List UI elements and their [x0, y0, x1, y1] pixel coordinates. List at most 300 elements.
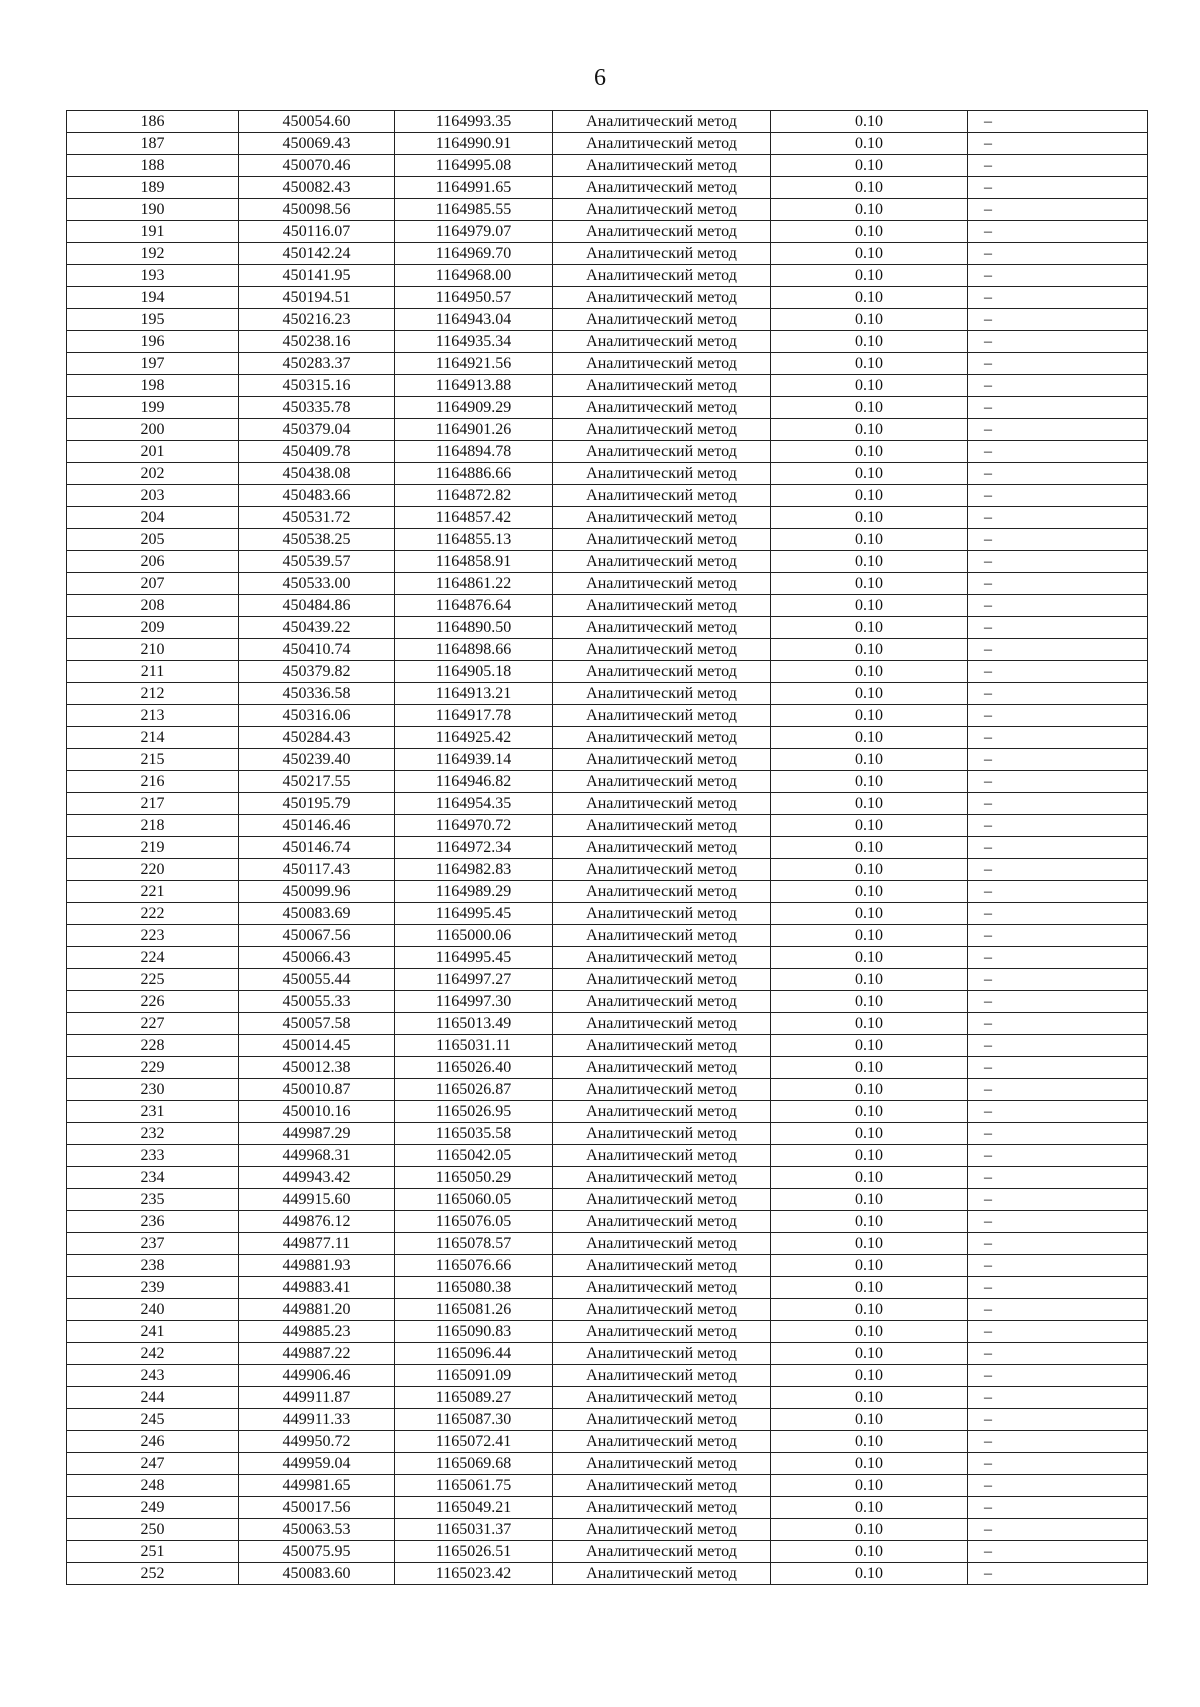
- point-number-cell: 250: [67, 1519, 239, 1541]
- y-coordinate-cell: 1164890.50: [395, 617, 553, 639]
- accuracy-cell: 0.10: [771, 551, 968, 573]
- x-coordinate-cell: 449987.29: [239, 1123, 395, 1145]
- method-cell: Аналитический метод: [553, 771, 771, 793]
- point-number-cell: 210: [67, 639, 239, 661]
- table-row: [67, 199, 1148, 221]
- accuracy-cell: 0.10: [771, 331, 968, 353]
- description-cell: –: [968, 199, 1148, 221]
- y-coordinate-cell: 1164997.27: [395, 969, 553, 991]
- description-cell: –: [968, 793, 1148, 815]
- y-coordinate-cell: 1165081.26: [395, 1299, 553, 1321]
- x-coordinate-cell: 449881.20: [239, 1299, 395, 1321]
- y-coordinate-cell: 1164985.55: [395, 199, 553, 221]
- method-cell: Аналитический метод: [553, 1299, 771, 1321]
- point-number-cell: 214: [67, 727, 239, 749]
- method-cell: Аналитический метод: [553, 639, 771, 661]
- accuracy-cell: 0.10: [771, 111, 968, 133]
- y-coordinate-cell: 1165087.30: [395, 1409, 553, 1431]
- table-row: [67, 1563, 1148, 1585]
- accuracy-cell: 0.10: [771, 1079, 968, 1101]
- table-row: [67, 705, 1148, 727]
- y-coordinate-cell: 1165076.66: [395, 1255, 553, 1277]
- table-row: [67, 1079, 1148, 1101]
- x-coordinate-cell: 449943.42: [239, 1167, 395, 1189]
- accuracy-cell: 0.10: [771, 1101, 968, 1123]
- x-coordinate-cell: 449876.12: [239, 1211, 395, 1233]
- method-cell: Аналитический метод: [553, 661, 771, 683]
- description-cell: –: [968, 1497, 1148, 1519]
- description-cell: –: [968, 837, 1148, 859]
- x-coordinate-cell: 449885.23: [239, 1321, 395, 1343]
- point-number-cell: 187: [67, 133, 239, 155]
- table-row: [67, 1431, 1148, 1453]
- point-number-cell: 202: [67, 463, 239, 485]
- y-coordinate-cell: 1164979.07: [395, 221, 553, 243]
- point-number-cell: 220: [67, 859, 239, 881]
- y-coordinate-cell: 1164995.08: [395, 155, 553, 177]
- y-coordinate-cell: 1165035.58: [395, 1123, 553, 1145]
- x-coordinate-cell: 450098.56: [239, 199, 395, 221]
- y-coordinate-cell: 1164943.04: [395, 309, 553, 331]
- table-row: [67, 1541, 1148, 1563]
- method-cell: Аналитический метод: [553, 1189, 771, 1211]
- x-coordinate-cell: 450017.56: [239, 1497, 395, 1519]
- accuracy-cell: 0.10: [771, 1343, 968, 1365]
- method-cell: Аналитический метод: [553, 1233, 771, 1255]
- description-cell: –: [968, 419, 1148, 441]
- table-row: [67, 1299, 1148, 1321]
- description-cell: –: [968, 1189, 1148, 1211]
- accuracy-cell: 0.10: [771, 1189, 968, 1211]
- method-cell: Аналитический метод: [553, 1343, 771, 1365]
- accuracy-cell: 0.10: [771, 727, 968, 749]
- accuracy-cell: 0.10: [771, 969, 968, 991]
- method-cell: Аналитический метод: [553, 199, 771, 221]
- description-cell: –: [968, 925, 1148, 947]
- method-cell: Аналитический метод: [553, 1277, 771, 1299]
- point-number-cell: 190: [67, 199, 239, 221]
- x-coordinate-cell: 449981.65: [239, 1475, 395, 1497]
- y-coordinate-cell: 1164857.42: [395, 507, 553, 529]
- table-row: [67, 1277, 1148, 1299]
- description-cell: –: [968, 815, 1148, 837]
- method-cell: Аналитический метод: [553, 837, 771, 859]
- x-coordinate-cell: 450057.58: [239, 1013, 395, 1035]
- point-number-cell: 201: [67, 441, 239, 463]
- method-cell: Аналитический метод: [553, 617, 771, 639]
- method-cell: Аналитический метод: [553, 485, 771, 507]
- y-coordinate-cell: 1164898.66: [395, 639, 553, 661]
- description-cell: –: [968, 991, 1148, 1013]
- y-coordinate-cell: 1164901.26: [395, 419, 553, 441]
- point-number-cell: 221: [67, 881, 239, 903]
- accuracy-cell: 0.10: [771, 1167, 968, 1189]
- description-cell: –: [968, 1541, 1148, 1563]
- point-number-cell: 203: [67, 485, 239, 507]
- accuracy-cell: 0.10: [771, 133, 968, 155]
- method-cell: Аналитический метод: [553, 1123, 771, 1145]
- accuracy-cell: 0.10: [771, 815, 968, 837]
- x-coordinate-cell: 450083.69: [239, 903, 395, 925]
- y-coordinate-cell: 1165080.38: [395, 1277, 553, 1299]
- x-coordinate-cell: 450315.16: [239, 375, 395, 397]
- description-cell: –: [968, 1563, 1148, 1585]
- table-row: [67, 1343, 1148, 1365]
- accuracy-cell: 0.10: [771, 1057, 968, 1079]
- y-coordinate-cell: 1165026.87: [395, 1079, 553, 1101]
- point-number-cell: 238: [67, 1255, 239, 1277]
- method-cell: Аналитический метод: [553, 397, 771, 419]
- table-row: [67, 287, 1148, 309]
- accuracy-cell: 0.10: [771, 617, 968, 639]
- x-coordinate-cell: 450142.24: [239, 243, 395, 265]
- table-row: [67, 969, 1148, 991]
- x-coordinate-cell: 450075.95: [239, 1541, 395, 1563]
- accuracy-cell: 0.10: [771, 1211, 968, 1233]
- y-coordinate-cell: 1164982.83: [395, 859, 553, 881]
- table-row: [67, 1453, 1148, 1475]
- accuracy-cell: 0.10: [771, 1409, 968, 1431]
- point-number-cell: 186: [67, 111, 239, 133]
- description-cell: –: [968, 133, 1148, 155]
- accuracy-cell: 0.10: [771, 793, 968, 815]
- accuracy-cell: 0.10: [771, 947, 968, 969]
- point-number-cell: 218: [67, 815, 239, 837]
- y-coordinate-cell: 1164876.64: [395, 595, 553, 617]
- description-cell: –: [968, 1255, 1148, 1277]
- accuracy-cell: 0.10: [771, 1431, 968, 1453]
- y-coordinate-cell: 1164946.82: [395, 771, 553, 793]
- method-cell: Аналитический метод: [553, 441, 771, 463]
- point-number-cell: 245: [67, 1409, 239, 1431]
- table-row: [67, 1167, 1148, 1189]
- x-coordinate-cell: 450083.60: [239, 1563, 395, 1585]
- y-coordinate-cell: 1164855.13: [395, 529, 553, 551]
- method-cell: Аналитический метод: [553, 1145, 771, 1167]
- accuracy-cell: 0.10: [771, 485, 968, 507]
- point-number-cell: 215: [67, 749, 239, 771]
- method-cell: Аналитический метод: [553, 595, 771, 617]
- description-cell: –: [968, 265, 1148, 287]
- point-number-cell: 226: [67, 991, 239, 1013]
- accuracy-cell: 0.10: [771, 309, 968, 331]
- table-row: [67, 1321, 1148, 1343]
- description-cell: –: [968, 441, 1148, 463]
- method-cell: Аналитический метод: [553, 1079, 771, 1101]
- method-cell: Аналитический метод: [553, 859, 771, 881]
- accuracy-cell: 0.10: [771, 529, 968, 551]
- page-number: 6: [594, 65, 606, 91]
- x-coordinate-cell: 450066.43: [239, 947, 395, 969]
- method-cell: Аналитический метод: [553, 1211, 771, 1233]
- x-coordinate-cell: 450010.16: [239, 1101, 395, 1123]
- point-number-cell: 247: [67, 1453, 239, 1475]
- method-cell: Аналитический метод: [553, 1497, 771, 1519]
- y-coordinate-cell: 1164989.29: [395, 881, 553, 903]
- x-coordinate-cell: 450055.33: [239, 991, 395, 1013]
- table-row: [67, 485, 1148, 507]
- y-coordinate-cell: 1164970.72: [395, 815, 553, 837]
- description-cell: –: [968, 309, 1148, 331]
- table-row: [67, 1365, 1148, 1387]
- description-cell: –: [968, 1123, 1148, 1145]
- description-cell: –: [968, 1365, 1148, 1387]
- coordinates-table-body: [67, 111, 1148, 1585]
- accuracy-cell: 0.10: [771, 859, 968, 881]
- y-coordinate-cell: 1164972.34: [395, 837, 553, 859]
- table-row: [67, 155, 1148, 177]
- accuracy-cell: 0.10: [771, 771, 968, 793]
- description-cell: –: [968, 661, 1148, 683]
- description-cell: –: [968, 287, 1148, 309]
- x-coordinate-cell: 450531.72: [239, 507, 395, 529]
- y-coordinate-cell: 1165031.11: [395, 1035, 553, 1057]
- table-row: [67, 815, 1148, 837]
- x-coordinate-cell: 450054.60: [239, 111, 395, 133]
- y-coordinate-cell: 1165061.75: [395, 1475, 553, 1497]
- y-coordinate-cell: 1164909.29: [395, 397, 553, 419]
- accuracy-cell: 0.10: [771, 991, 968, 1013]
- method-cell: Аналитический метод: [553, 177, 771, 199]
- accuracy-cell: 0.10: [771, 881, 968, 903]
- accuracy-cell: 0.10: [771, 265, 968, 287]
- accuracy-cell: 0.10: [771, 925, 968, 947]
- method-cell: Аналитический метод: [553, 265, 771, 287]
- x-coordinate-cell: 450010.87: [239, 1079, 395, 1101]
- point-number-cell: 246: [67, 1431, 239, 1453]
- description-cell: –: [968, 1057, 1148, 1079]
- method-cell: Аналитический метод: [553, 947, 771, 969]
- description-cell: –: [968, 617, 1148, 639]
- x-coordinate-cell: 450538.25: [239, 529, 395, 551]
- table-row: [67, 793, 1148, 815]
- table-row: [67, 749, 1148, 771]
- method-cell: Аналитический метод: [553, 991, 771, 1013]
- description-cell: –: [968, 375, 1148, 397]
- accuracy-cell: 0.10: [771, 837, 968, 859]
- method-cell: Аналитический метод: [553, 969, 771, 991]
- point-number-cell: 222: [67, 903, 239, 925]
- accuracy-cell: 0.10: [771, 639, 968, 661]
- point-number-cell: 198: [67, 375, 239, 397]
- x-coordinate-cell: 450055.44: [239, 969, 395, 991]
- y-coordinate-cell: 1164950.57: [395, 287, 553, 309]
- point-number-cell: 213: [67, 705, 239, 727]
- description-cell: –: [968, 903, 1148, 925]
- table-row: [67, 221, 1148, 243]
- y-coordinate-cell: 1164969.70: [395, 243, 553, 265]
- x-coordinate-cell: 450284.43: [239, 727, 395, 749]
- description-cell: –: [968, 111, 1148, 133]
- x-coordinate-cell: 449911.33: [239, 1409, 395, 1431]
- point-number-cell: 243: [67, 1365, 239, 1387]
- description-cell: –: [968, 1233, 1148, 1255]
- point-number-cell: 248: [67, 1475, 239, 1497]
- y-coordinate-cell: 1165013.49: [395, 1013, 553, 1035]
- method-cell: Аналитический метод: [553, 727, 771, 749]
- table-row: [67, 639, 1148, 661]
- accuracy-cell: 0.10: [771, 463, 968, 485]
- table-row: [67, 1519, 1148, 1541]
- method-cell: Аналитический метод: [553, 287, 771, 309]
- table-row: [67, 529, 1148, 551]
- description-cell: –: [968, 1013, 1148, 1035]
- description-cell: –: [968, 639, 1148, 661]
- description-cell: –: [968, 1519, 1148, 1541]
- accuracy-cell: 0.10: [771, 287, 968, 309]
- method-cell: Аналитический метод: [553, 903, 771, 925]
- method-cell: Аналитический метод: [553, 573, 771, 595]
- x-coordinate-cell: 450379.82: [239, 661, 395, 683]
- table-row: [67, 397, 1148, 419]
- y-coordinate-cell: 1164913.88: [395, 375, 553, 397]
- method-cell: Аналитический метод: [553, 793, 771, 815]
- accuracy-cell: 0.10: [771, 705, 968, 727]
- point-number-cell: 209: [67, 617, 239, 639]
- accuracy-cell: 0.10: [771, 1519, 968, 1541]
- x-coordinate-cell: 450283.37: [239, 353, 395, 375]
- y-coordinate-cell: 1165026.95: [395, 1101, 553, 1123]
- description-cell: –: [968, 595, 1148, 617]
- method-cell: Аналитический метод: [553, 309, 771, 331]
- accuracy-cell: 0.10: [771, 419, 968, 441]
- accuracy-cell: 0.10: [771, 441, 968, 463]
- point-number-cell: 227: [67, 1013, 239, 1035]
- point-number-cell: 251: [67, 1541, 239, 1563]
- accuracy-cell: 0.10: [771, 1233, 968, 1255]
- method-cell: Аналитический метод: [553, 111, 771, 133]
- y-coordinate-cell: 1164921.56: [395, 353, 553, 375]
- accuracy-cell: 0.10: [771, 221, 968, 243]
- accuracy-cell: 0.10: [771, 375, 968, 397]
- point-number-cell: 241: [67, 1321, 239, 1343]
- x-coordinate-cell: 450067.56: [239, 925, 395, 947]
- point-number-cell: 224: [67, 947, 239, 969]
- point-number-cell: 208: [67, 595, 239, 617]
- x-coordinate-cell: 449883.41: [239, 1277, 395, 1299]
- x-coordinate-cell: 449881.93: [239, 1255, 395, 1277]
- point-number-cell: 192: [67, 243, 239, 265]
- table-row: [67, 1123, 1148, 1145]
- x-coordinate-cell: 450216.23: [239, 309, 395, 331]
- x-coordinate-cell: 450239.40: [239, 749, 395, 771]
- point-number-cell: 230: [67, 1079, 239, 1101]
- y-coordinate-cell: 1165078.57: [395, 1233, 553, 1255]
- table-row: [67, 991, 1148, 1013]
- accuracy-cell: 0.10: [771, 595, 968, 617]
- point-number-cell: 212: [67, 683, 239, 705]
- point-number-cell: 195: [67, 309, 239, 331]
- accuracy-cell: 0.10: [771, 1563, 968, 1585]
- method-cell: Аналитический метод: [553, 1409, 771, 1431]
- x-coordinate-cell: 450195.79: [239, 793, 395, 815]
- description-cell: –: [968, 1453, 1148, 1475]
- table-row: [67, 331, 1148, 353]
- x-coordinate-cell: 449959.04: [239, 1453, 395, 1475]
- description-cell: –: [968, 1277, 1148, 1299]
- y-coordinate-cell: 1164935.34: [395, 331, 553, 353]
- y-coordinate-cell: 1164894.78: [395, 441, 553, 463]
- table-row: [67, 683, 1148, 705]
- method-cell: Аналитический метод: [553, 1453, 771, 1475]
- description-cell: –: [968, 1145, 1148, 1167]
- method-cell: Аналитический метод: [553, 1101, 771, 1123]
- method-cell: Аналитический метод: [553, 243, 771, 265]
- method-cell: Аналитический метод: [553, 419, 771, 441]
- x-coordinate-cell: 449906.46: [239, 1365, 395, 1387]
- x-coordinate-cell: 450012.38: [239, 1057, 395, 1079]
- method-cell: Аналитический метод: [553, 1035, 771, 1057]
- accuracy-cell: 0.10: [771, 177, 968, 199]
- x-coordinate-cell: 450063.53: [239, 1519, 395, 1541]
- accuracy-cell: 0.10: [771, 1277, 968, 1299]
- x-coordinate-cell: 450069.43: [239, 133, 395, 155]
- table-row: [67, 1475, 1148, 1497]
- point-number-cell: 207: [67, 573, 239, 595]
- y-coordinate-cell: 1164913.21: [395, 683, 553, 705]
- method-cell: Аналитический метод: [553, 1167, 771, 1189]
- x-coordinate-cell: 450116.07: [239, 221, 395, 243]
- method-cell: Аналитический метод: [553, 507, 771, 529]
- y-coordinate-cell: 1164861.22: [395, 573, 553, 595]
- table-row: [67, 1387, 1148, 1409]
- y-coordinate-cell: 1165042.05: [395, 1145, 553, 1167]
- x-coordinate-cell: 450070.46: [239, 155, 395, 177]
- table-row: [67, 375, 1148, 397]
- description-cell: –: [968, 331, 1148, 353]
- y-coordinate-cell: 1164939.14: [395, 749, 553, 771]
- x-coordinate-cell: 450335.78: [239, 397, 395, 419]
- y-coordinate-cell: 1165076.05: [395, 1211, 553, 1233]
- method-cell: Аналитический метод: [553, 375, 771, 397]
- description-cell: –: [968, 1475, 1148, 1497]
- y-coordinate-cell: 1165090.83: [395, 1321, 553, 1343]
- x-coordinate-cell: 449877.11: [239, 1233, 395, 1255]
- method-cell: Аналитический метод: [553, 331, 771, 353]
- accuracy-cell: 0.10: [771, 1365, 968, 1387]
- table-row: [67, 727, 1148, 749]
- accuracy-cell: 0.10: [771, 749, 968, 771]
- table-row: [67, 1101, 1148, 1123]
- y-coordinate-cell: 1164872.82: [395, 485, 553, 507]
- y-coordinate-cell: 1164995.45: [395, 903, 553, 925]
- point-number-cell: 223: [67, 925, 239, 947]
- table-row: [67, 1013, 1148, 1035]
- x-coordinate-cell: 450146.74: [239, 837, 395, 859]
- x-coordinate-cell: 450141.95: [239, 265, 395, 287]
- method-cell: Аналитический метод: [553, 1321, 771, 1343]
- accuracy-cell: 0.10: [771, 1299, 968, 1321]
- method-cell: Аналитический метод: [553, 1563, 771, 1585]
- table-row: [67, 925, 1148, 947]
- table-row: [67, 309, 1148, 331]
- y-coordinate-cell: 1164905.18: [395, 661, 553, 683]
- accuracy-cell: 0.10: [771, 1321, 968, 1343]
- x-coordinate-cell: 450099.96: [239, 881, 395, 903]
- y-coordinate-cell: 1165023.42: [395, 1563, 553, 1585]
- accuracy-cell: 0.10: [771, 573, 968, 595]
- point-number-cell: 232: [67, 1123, 239, 1145]
- description-cell: –: [968, 749, 1148, 771]
- table-row: [67, 617, 1148, 639]
- description-cell: –: [968, 727, 1148, 749]
- method-cell: Аналитический метод: [553, 1541, 771, 1563]
- table-row: [67, 441, 1148, 463]
- point-number-cell: 234: [67, 1167, 239, 1189]
- point-number-cell: 204: [67, 507, 239, 529]
- x-coordinate-cell: 450484.86: [239, 595, 395, 617]
- description-cell: –: [968, 1167, 1148, 1189]
